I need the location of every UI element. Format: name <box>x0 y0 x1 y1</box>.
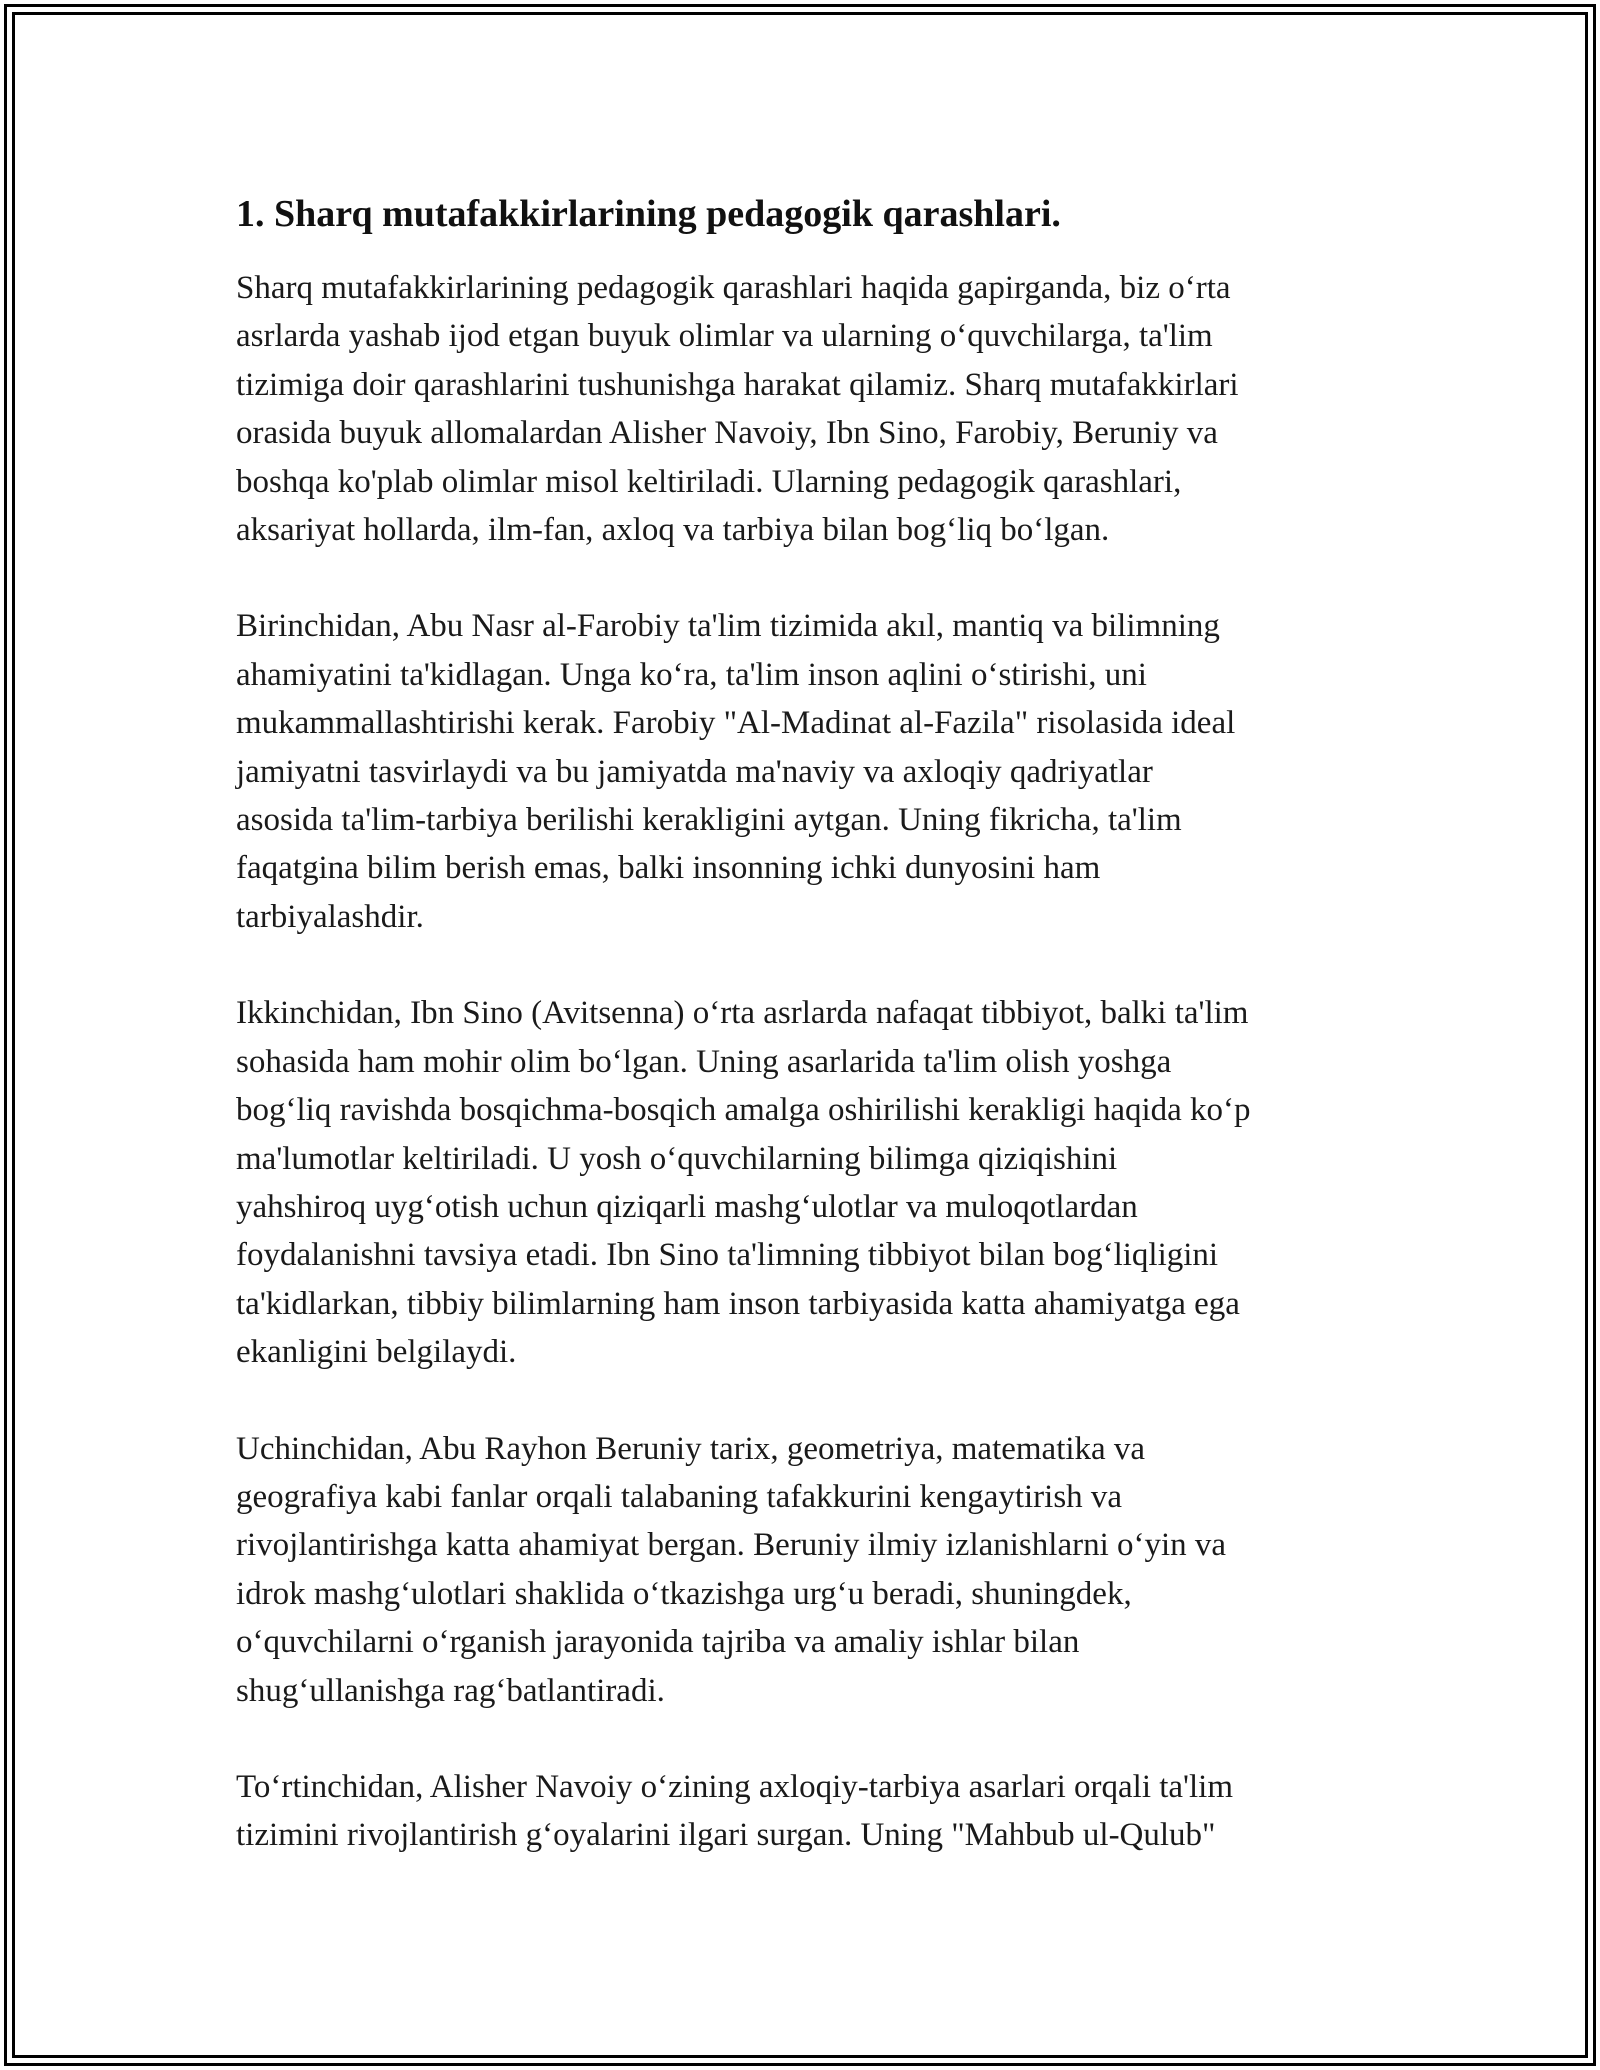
paragraph-farobiy: Birinchidan, Abu Nasr al-Farobiy ta'lim tizimida akıl, mantiq va bilimning ahamiyatini ta'kidlagan. Unga ko‘ra, ta'lim inson aqlini o‘stirishi, uni mukammallashtirishi kerak. Farobiy "Al-Madinat al-Fazila" risolasida ideal jamiyatni tasvirlaydi va bu jamiyatda ma'naviy va axloqiy qadriyatlar asosida ta'lim-tarbiya berilishi kerakligini aytgan. Uning fikricha, ta'lim faqatgina bilim berish emas, balki insonning ichki dunyosini ham tarbiyalashdir. <box>236 608 1236 935</box>
paragraph-navoiy: To‘rtinchidan, Alisher Navoiy o‘zining axloqiy-tarbiya asarlari orqali ta'lim tizimini rivojlantirish g‘oyalarini ilgari surgan. Uning "Mahbub ul-Qulub" <box>236 1768 1234 1854</box>
paragraph-ibn-sino: Ikkinchidan, Ibn Sino (Avitsenna) o‘rta asrlarda nafaqat tibbiyot, balki ta'lim sohasida ham mohir olim bo‘lgan. Uning asarlarida ta'lim olish yoshga bog‘liq ravishda bosqichma-bosqich amalga oshirilishi kerakligi haqida ko‘p ma'lumotlar keltiriladi. U yosh o‘quvchilarning bilimga qiziqishini yahshiroq uyg‘otish uchun qiziqarli mashg‘ulotlar va muloqotlardan foydalanishni tavsiya etadi. Ibn Sino ta'limning tibbiyot bilan bog‘liqligini ta'kidlarkan, tibbiy bilimlarning ham inson tarbiyasida katta ahamiyatga ega ekanligini belgilaydi. <box>236 995 1251 1371</box>
paragraph-intro: Sharq mutafakkirlarining pedagogik qarashlari haqida gapirganda, biz o‘rta asrlarda yashab ijod etgan buyuk olimlar va ularning o‘quvchilarga, ta'lim tizimiga doir qarashlarini tushunishga harakat qilamiz. Sharq mutafakkirlari orasida buyuk allomalardan Alisher Navoiy, Ibn Sino, Farobiy, Beruniy va boshqa ko'plab olimlar misol keltiriladi. Ularning pedagogik qarashlari, aksariyat hollarda, ilm-fan, axloq va tarbiya bilan bog‘liq bo‘lgan. <box>236 270 1239 549</box>
document-body <box>236 188 1386 1908</box>
paragraph-beruniy: Uchinchidan, Abu Rayhon Beruniy tarix, geometriya, matematika va geografiya kabi fanlar orqali talabaning tafakkurini kengaytirish va rivojlantirishga katta ahamiyat bergan. Beruniy ilmiy izlanishlarni o‘yin va idrok mashg‘ulotlari shaklida o‘tkazishga urg‘u beradi, shuningdek, o‘quvchilarni o‘rganish jarayonida tajriba va amaliy ishlar bilan shug‘ullanishga rag‘batlantiradi. <box>236 1430 1227 1709</box>
document-title: 1. Sharq mutafakkirlarining pedagogik qarashlari. <box>236 193 1061 235</box>
